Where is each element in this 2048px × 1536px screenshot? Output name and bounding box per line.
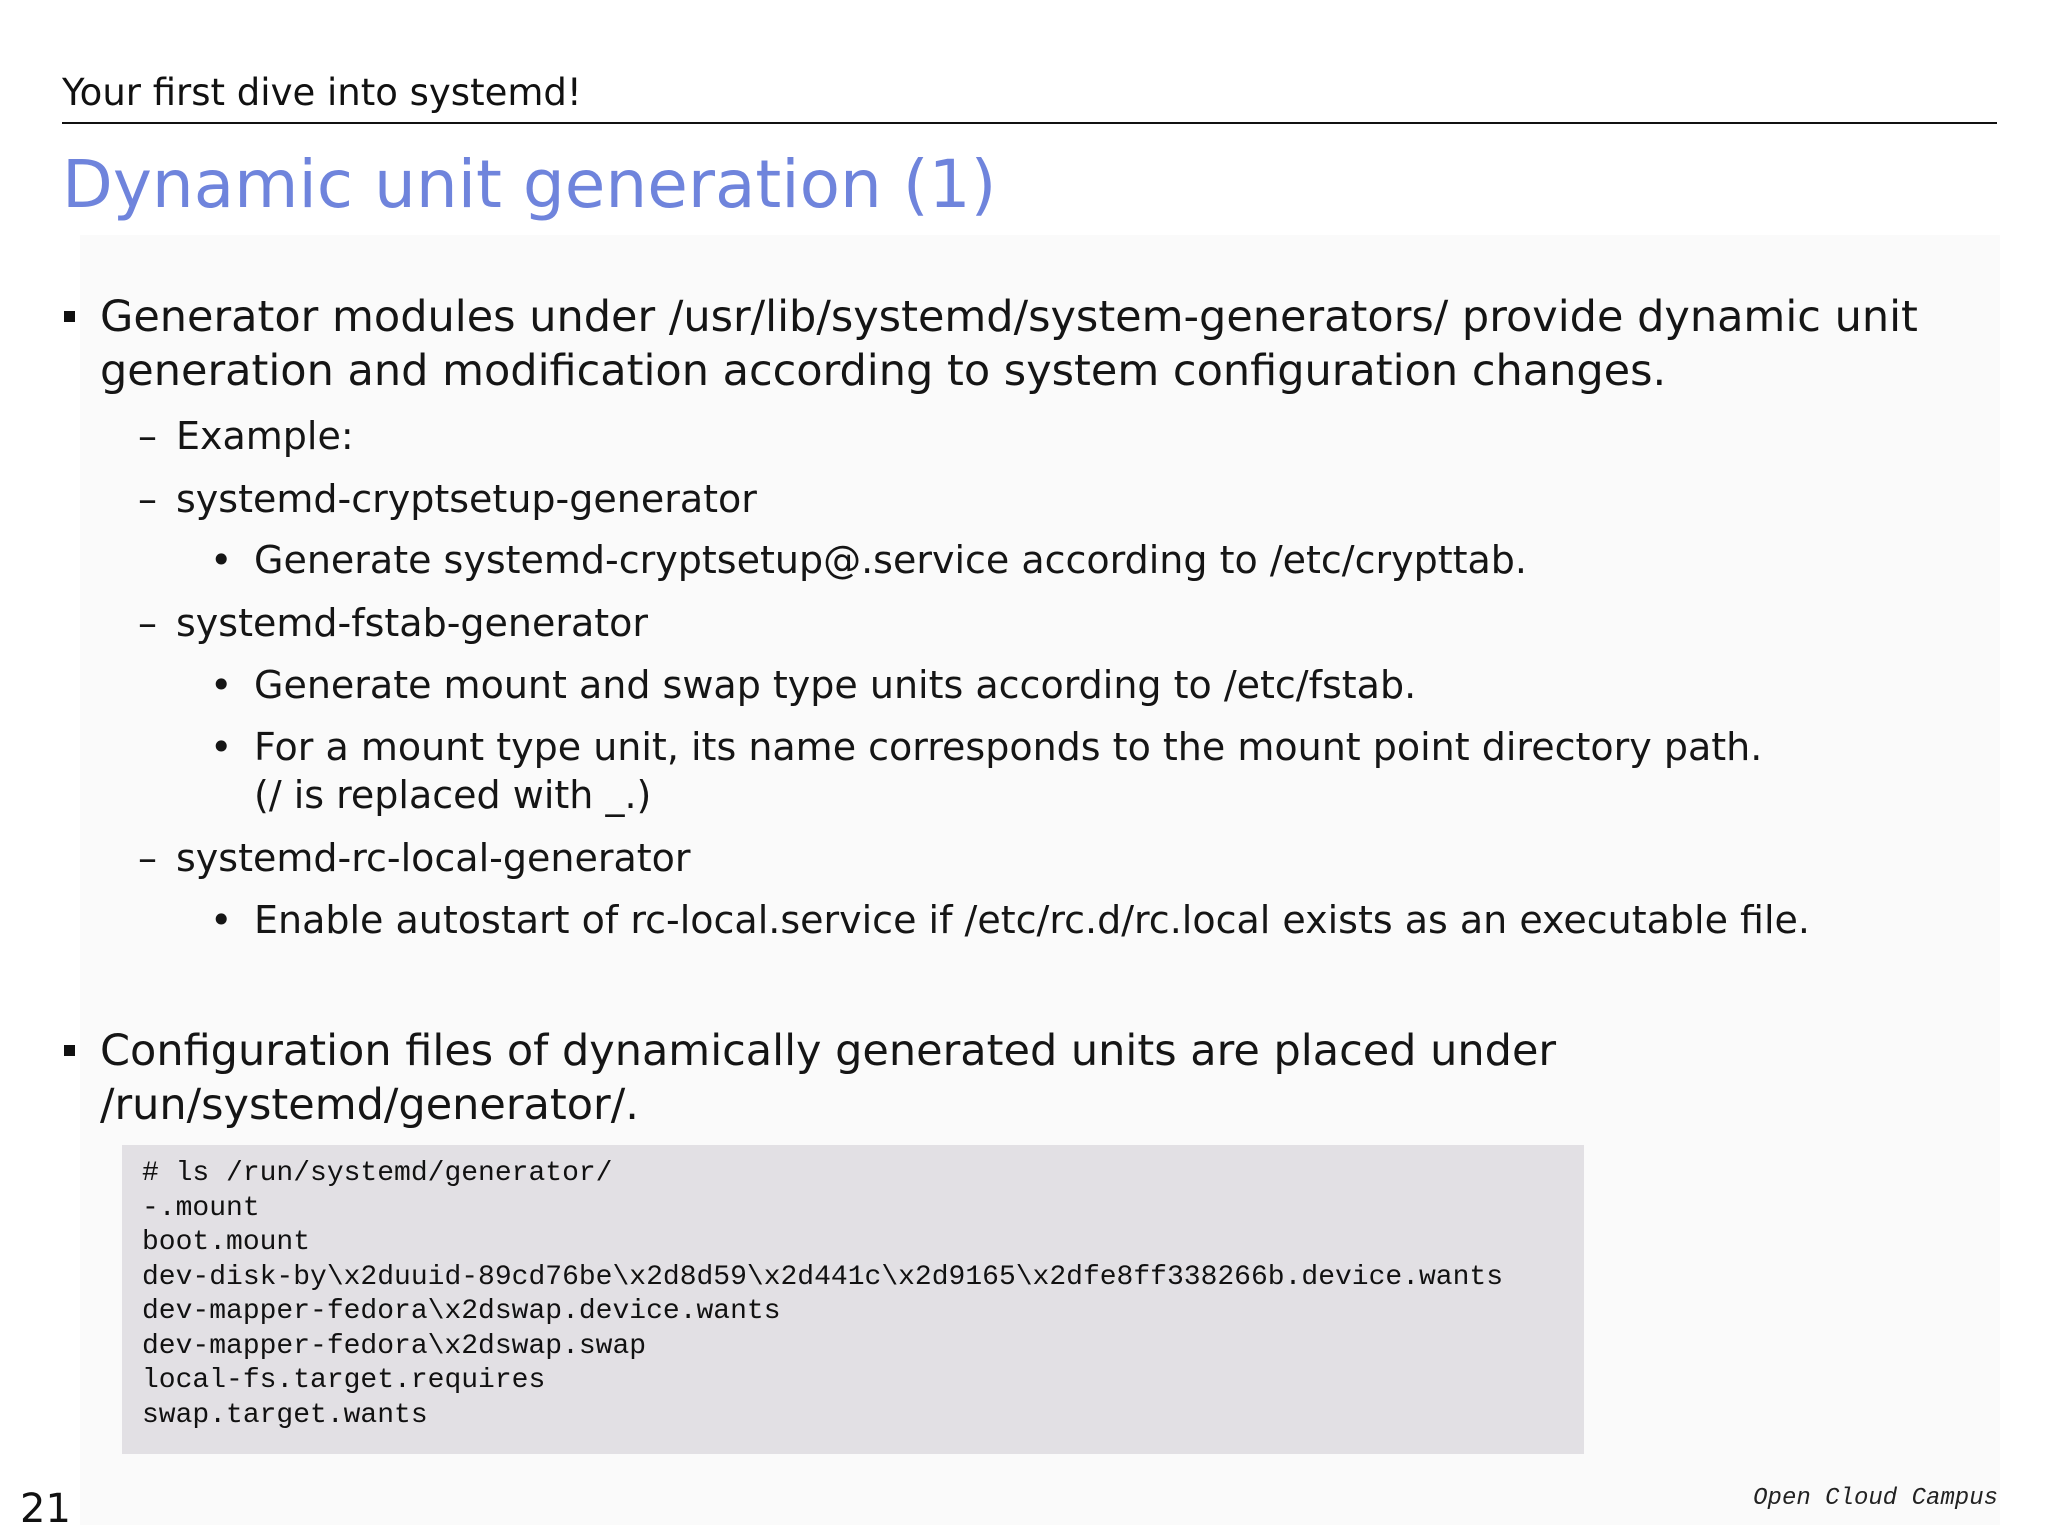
sub-item-label: systemd-rc-local-generator	[176, 836, 691, 880]
detail-rc-local	[210, 896, 1810, 944]
sub-item-cryptsetup-generator	[138, 474, 757, 524]
detail-text: For a mount type unit, its name corresponds to the mount point directory path.	[254, 725, 1763, 769]
dot-bullet-icon: •	[210, 538, 233, 582]
detail-text: Generate systemd-cryptsetup@.service according to /etc/crypttab.	[254, 538, 1527, 582]
code-line: dev-mapper-fedora\x2dswap.device.wants	[142, 1296, 781, 1327]
bullet-line: /run/systemd/generator/.	[100, 1080, 639, 1130]
slide-title: Dynamic unit generation (1)	[62, 146, 997, 223]
page-number: 21	[20, 1486, 71, 1532]
sub-item-example	[138, 411, 354, 461]
detail-text: Generate mount and swap type units according to /etc/fstab.	[254, 663, 1417, 707]
dash-bullet-icon: –	[138, 836, 157, 880]
code-line: local-fs.target.requires	[142, 1365, 546, 1396]
dash-bullet-icon: –	[138, 414, 157, 458]
bullet-line: generation and modification according to system configuration changes.	[100, 346, 1667, 396]
header-divider	[62, 122, 1997, 124]
dot-bullet-icon: •	[210, 725, 233, 769]
sub-item-label: systemd-cryptsetup-generator	[176, 477, 757, 521]
dot-bullet-icon: •	[210, 898, 233, 942]
square-bullet-icon	[64, 311, 75, 322]
detail-text: (/ is replaced with _.)	[254, 773, 652, 817]
dash-bullet-icon: –	[138, 601, 157, 645]
detail-fstab-naming	[210, 723, 1763, 819]
bullet-generator-modules	[100, 290, 1918, 398]
code-line: boot.mount	[142, 1227, 311, 1258]
sub-item-label: systemd-fstab-generator	[176, 601, 649, 645]
detail-cryptsetup	[210, 536, 1527, 584]
footer-brand: Open Cloud Campus	[1753, 1485, 1998, 1512]
square-bullet-icon	[64, 1045, 75, 1056]
code-line: -.mount	[142, 1192, 260, 1224]
code-line: # ls /run/systemd/generator/	[142, 1158, 613, 1189]
section-title: Your first dive into systemd!	[62, 71, 582, 114]
code-block	[122, 1145, 1584, 1454]
dot-bullet-icon: •	[210, 663, 233, 707]
bullet-line: Generator modules under /usr/lib/systemd/system-generators/ provide dynamic unit	[100, 292, 1918, 342]
sub-item-label: Example:	[176, 414, 354, 458]
sub-item-rc-local-generator	[138, 833, 691, 883]
bullet-line: Configuration files of dynamically generated units are placed under	[100, 1026, 1557, 1076]
detail-fstab-units	[210, 661, 1417, 709]
code-line: dev-disk-by\x2duuid-89cd76be\x2d8d59\x2d441c\x2d9165\x2dfe8ff338266b.device.wants	[142, 1261, 1504, 1293]
sub-item-fstab-generator	[138, 598, 648, 648]
bullet-generated-config	[100, 1024, 1556, 1132]
detail-text: Enable autostart of rc-local.service if /etc/rc.d/rc.local exists as an executable file.	[254, 898, 1810, 942]
code-line: dev-mapper-fedora\x2dswap.swap	[142, 1330, 647, 1362]
dash-bullet-icon: –	[138, 477, 157, 521]
code-line: swap.target.wants	[142, 1399, 428, 1431]
